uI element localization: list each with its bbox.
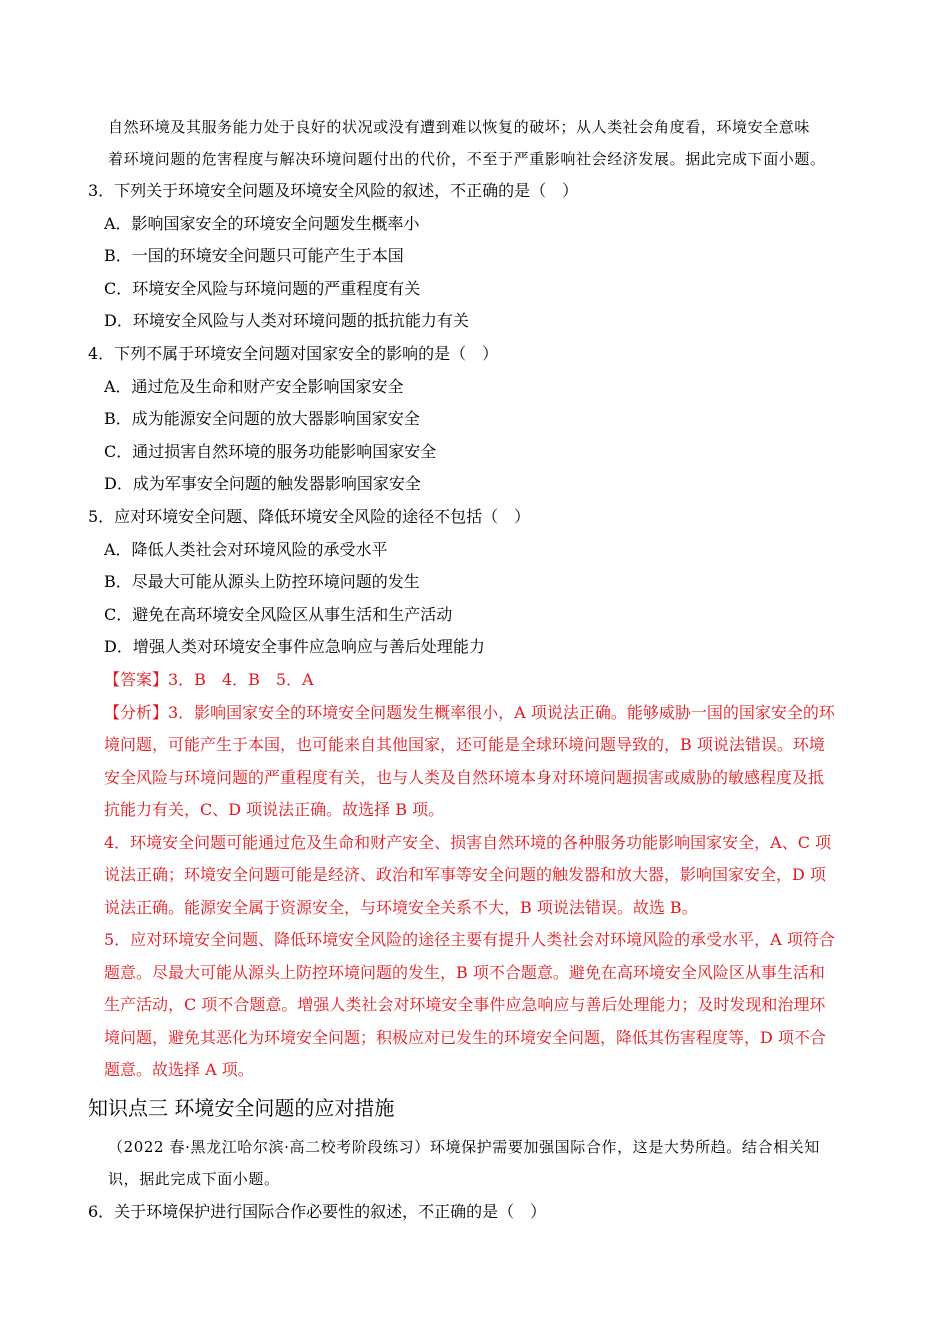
- question-4-option-b: B．成为能源安全问题的放大器影响国家安全: [104, 409, 420, 428]
- question-6-stem: 6．关于环境保护进行国际合作必要性的叙述，不正确的是（ ）: [88, 1202, 547, 1221]
- analysis-line: 题意。尽最大可能从源头上防控环境问题的发生，B 项不合题意。避免在高环境安全风险区从事生活和: [104, 963, 825, 982]
- analysis-line: 说法正确；环境安全问题可能是经济、政治和军事等安全问题的触发器和放大器，影响国家安全，D 项: [104, 865, 826, 884]
- analysis-line: 境问题，避免其恶化为环境安全问题；积极应对已发生的环境安全问题，降低其伤害程度等，D 项不合: [104, 1028, 826, 1047]
- question-3-option-c: C．环境安全风险与环境问题的严重程度有关: [104, 279, 421, 298]
- question-3-option-b: B．一国的环境安全问题只可能产生于本国: [104, 246, 404, 265]
- question-5-option-a: A．降低人类社会对环境风险的承受水平: [104, 540, 388, 559]
- question-4-option-c: C．通过损害自然环境的服务功能影响国家安全: [104, 442, 437, 461]
- analysis-line: 5．应对环境安全问题、降低环境安全风险的途径主要有提升人类社会对环境风险的承受水平，A 项符合: [104, 930, 835, 949]
- question-3-option-a: A．影响国家安全的环境安全问题发生概率小: [104, 214, 420, 233]
- question-4-option-d: D．成为军事安全问题的触发器影响国家安全: [104, 474, 421, 493]
- analysis-line: 境问题，可能产生于本国，也可能来自其他国家，还可能是全球环境问题导致的，B 项说法错误。环境: [104, 735, 825, 754]
- question-5-option-c: C．避免在高环境安全风险区从事生活和生产活动: [104, 605, 453, 624]
- question-5-stem: 5．应对环境安全问题、降低环境安全风险的途径不包括（ ）: [88, 507, 531, 526]
- question-5-option-d: D．增强人类对环境安全事件应急响应与善后处理能力: [104, 637, 485, 656]
- question-4-stem: 4．下列不属于环境安全问题对国家安全的影响的是（ ）: [88, 344, 499, 363]
- source-intro-line-2: 识，据此完成下面小题。: [108, 1170, 280, 1188]
- question-3-stem: 3．下列关于环境安全问题及环境安全风险的叙述，不正确的是（ ）: [88, 181, 579, 200]
- intro-line-1: 自然环境及其服务能力处于良好的状况或没有遭到难以恢复的破坏；从人类社会角度看，环境安全意味: [108, 118, 811, 136]
- analysis-line: 生产活动，C 项不合题意。增强人类社会对环境安全事件应急响应与善后处理能力；及时发现和治理环: [104, 995, 826, 1014]
- analysis-line: 4．环境安全问题可能通过危及生命和财产安全、损害自然环境的各种服务功能影响国家安全，A、C 项: [104, 833, 832, 852]
- analysis-line: 抗能力有关，C、D 项说法正确。故选择 B 项。: [104, 800, 445, 819]
- analysis-line: 题意。故选择 A 项。: [104, 1060, 254, 1079]
- analysis-line: 【分析】3．影响国家安全的环境安全问题发生概率很小，A 项说法正确。能够威胁一国的国家安全的环: [104, 703, 835, 722]
- analysis-line: 安全风险与环境问题的严重程度有关，也与人类及自然环境本身对环境问题损害或威胁的敏感程度及抵: [104, 768, 825, 787]
- question-3-option-d: D．环境安全风险与人类对环境问题的抵抗能力有关: [104, 311, 469, 330]
- section-heading: 知识点三 环境安全问题的应对措施: [88, 1096, 395, 1120]
- analysis-line: 说法正确。能源安全属于资源安全，与环境安全关系不大，B 项说法错误。故选 B。: [104, 898, 698, 917]
- source-intro-line-1: （2022 春·黑龙江哈尔滨·高二校考阶段练习）环境保护需要加强国际合作，这是大势所趋。结合相关知: [108, 1138, 820, 1156]
- question-4-option-a: A．通过危及生命和财产安全影响国家安全: [104, 377, 404, 396]
- question-5-option-b: B．尽最大可能从源头上防控环境问题的发生: [104, 572, 420, 591]
- intro-line-2: 着环境问题的危害程度与解决环境问题付出的代价，不至于严重影响社会经济发展。据此完成下面小题。: [108, 150, 826, 168]
- answer-line: 【答案】3．B 4．B 5．A: [104, 670, 314, 689]
